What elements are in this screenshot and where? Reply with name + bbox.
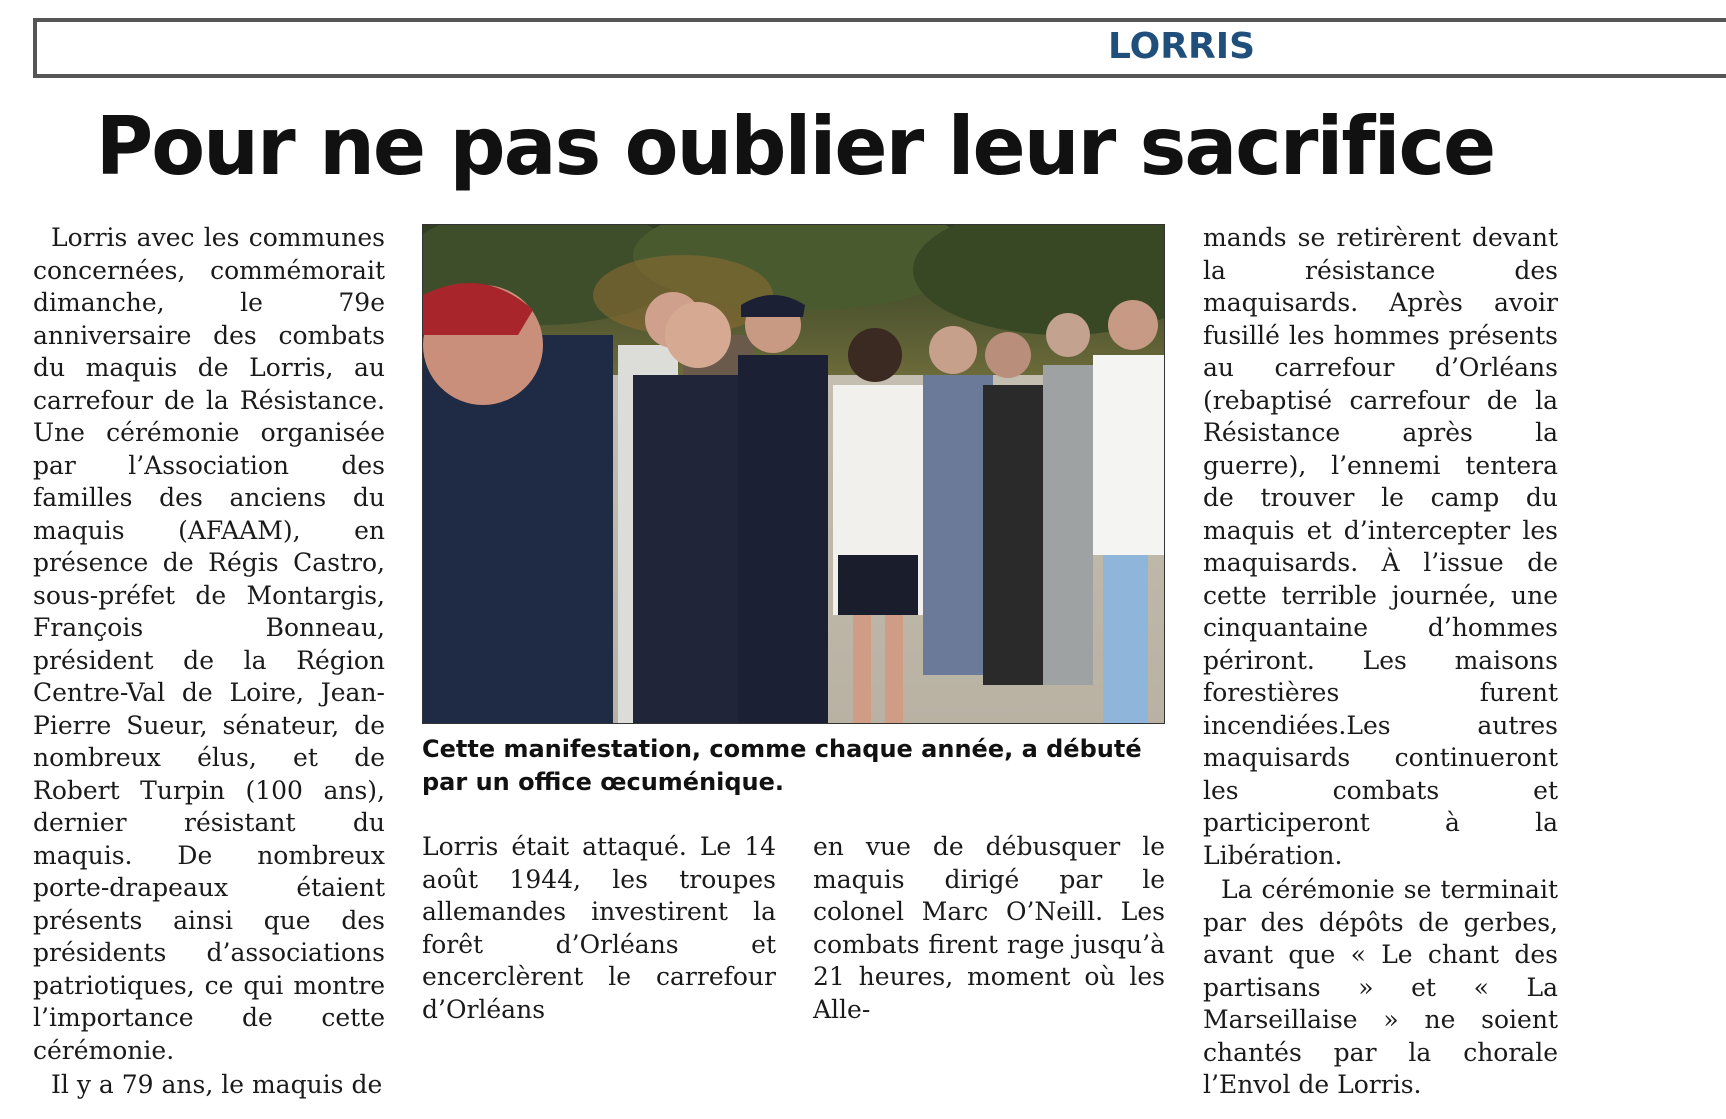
- section-label: LORRIS: [1108, 26, 1256, 67]
- article-headline: Pour ne pas oublier leur sacrifice: [95, 100, 1495, 193]
- article-column-1: [33, 222, 385, 1102]
- article-column-4: [1203, 222, 1558, 1102]
- photo-caption: Cette manifestation, comme chaque année, a débuté par un office œcuménique.: [422, 735, 1142, 796]
- paragraph: Lorris avec les communes concernées, commémorait dimanche, le 79e anniversaire des combats du maquis de Lorris, au carrefour de la Résistance. Une cérémonie organisée par l’Association des familles des anciens du maquis (AFAAM), en présence de Régis Castro, sous-préfet de Montargis, François Bonneau, président de la Région Centre-Val de Loire, Jean-Pierre Sueur, sénateur, de nombreux élus, et de Robert Turpin (100 ans), dernier résistant du maquis. De nombreux porte-drapeaux étaient présents ainsi que des présidents d’associations patriotiques, ce qui montre l’importance de cette cérémonie.: [33, 223, 385, 1065]
- paragraph: mands se retirèrent devant la résistance des maquisards. Après avoir fusillé les hommes présents au carrefour d’Orléans (rebaptisé carrefour de la Résistance après la guerre), l’ennemi tentera de trouver le camp du maquis et d’intercepter les maquisards. À l’issue de cette terrible journée, une cinquantaine d’hommes périront. Les maisons forestières furent incendiées.Les autres maquisards continueront les combats et participeront à la Libération.: [1203, 223, 1558, 870]
- paragraph: Il y a 79 ans, le maquis de: [51, 1070, 383, 1099]
- paragraph: Lorris était attaqué. Le 14 août 1944, les troupes allemandes investirent la forêt d’Orléans et encerclèrent le carrefour d’Orléans: [422, 832, 776, 1024]
- section-header-bar: [33, 18, 1726, 78]
- article-column-3: [813, 831, 1165, 1026]
- paragraph: en vue de débusquer le maquis dirigé par le colonel Marc O’Neill. Les combats firent rage jusqu’à 21 heures, moment où les Alle-: [813, 832, 1165, 1024]
- ceremony-photo-illustration: [423, 225, 1165, 724]
- paragraph: La cérémonie se terminait par des dépôts de gerbes, avant que « Le chant des partisans » et « La Marseillaise » ne soient chantés par la chorale l’Envol de Lorris.: [1203, 875, 1558, 1099]
- ceremony-photo: [422, 224, 1165, 724]
- article-column-2: [422, 831, 776, 1026]
